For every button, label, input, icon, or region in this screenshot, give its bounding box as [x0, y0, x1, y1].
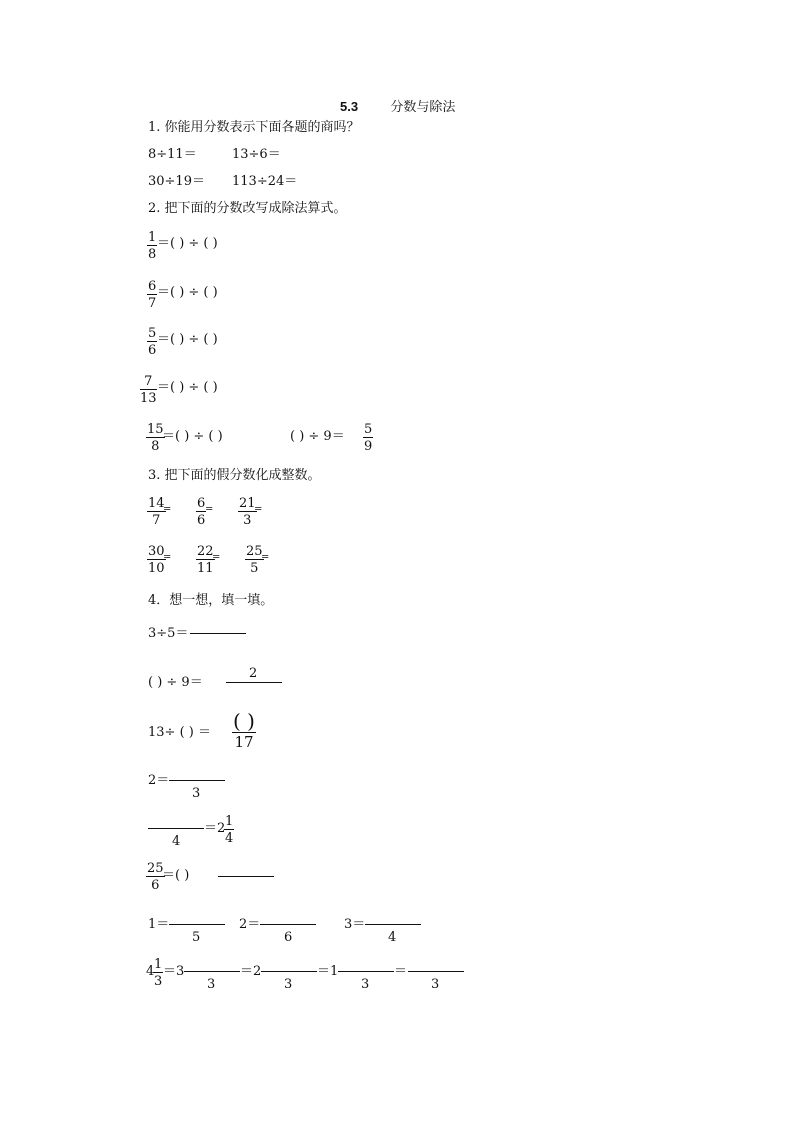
q2-division-expression: ( ) ÷ 9＝: [290, 429, 345, 444]
section-title: 分数与除法: [390, 100, 456, 115]
q2-division-expression: ＝( ) ÷ ( ): [162, 429, 223, 444]
q4-expression: 1＝: [148, 917, 170, 932]
q3-equals: =: [163, 504, 172, 515]
q1-prompt: 1. 你能用分数表示下面各题的商吗？: [148, 120, 360, 135]
q4-denominator: 4: [172, 834, 181, 849]
q4-expression: 2＝: [148, 773, 170, 788]
section-number: 5.3: [340, 99, 359, 114]
q3-fraction: 14 7: [148, 496, 165, 528]
q3-equals: =: [212, 552, 221, 563]
q1-item: 113÷24＝: [232, 174, 298, 189]
q4-denominator: 6: [284, 930, 293, 945]
answer-blank[interactable]: [184, 971, 240, 972]
q1-item: 8÷11＝: [148, 147, 197, 162]
q3-fraction: 6 6: [197, 496, 206, 528]
q4-denominator: 3: [361, 977, 370, 992]
q4-denominator: 3: [207, 977, 216, 992]
q2-fraction: 1 8: [148, 230, 157, 262]
answer-blank[interactable]: [218, 876, 274, 877]
answer-blank[interactable]: [226, 682, 282, 683]
q3-equals: =: [261, 552, 270, 563]
q4-expression: 3÷5＝: [148, 626, 189, 641]
answer-blank[interactable]: [260, 924, 316, 925]
q4-expression: ＝2: [204, 821, 226, 836]
q4-expression: ＝3: [163, 964, 185, 979]
answer-blank[interactable]: [169, 780, 225, 781]
answer-blank[interactable]: [338, 971, 394, 972]
q2-fraction: 15 8: [147, 422, 164, 454]
q4-expression: ＝: [394, 964, 408, 979]
q3-equals: =: [205, 504, 214, 515]
q4-denominator: 3: [284, 977, 293, 992]
q2-prompt: 2. 把下面的分数改写成除法算式。: [148, 201, 347, 216]
q4-denominator: 5: [192, 930, 201, 945]
q3-prompt: 3. 把下面的假分数化成整数。: [148, 468, 321, 483]
q4-expression: ＝1: [317, 964, 339, 979]
q2-division-expression: ＝( ) ÷ ( ): [157, 380, 218, 395]
answer-blank[interactable]: [261, 971, 317, 972]
q4-expression: 3＝: [344, 917, 366, 932]
worksheet-title: [340, 100, 455, 114]
q4-whole-part: 4: [146, 964, 155, 979]
q3-equals: =: [163, 552, 172, 563]
q2-division-expression: ＝( ) ÷ ( ): [157, 236, 218, 251]
q4-expression: 2＝: [239, 917, 261, 932]
q4-expression: ＝2: [240, 964, 262, 979]
q4-expression: ＝( ): [162, 868, 190, 883]
q4-prompt: 4．想一想，填一填。: [148, 593, 274, 608]
answer-blank[interactable]: [190, 633, 246, 634]
q2-division-expression: ＝( ) ÷ ( ): [157, 285, 218, 300]
q4-fraction: 1 3: [154, 957, 163, 989]
q2-fraction: 6 7: [148, 279, 157, 311]
q3-fraction: 22 11: [197, 544, 214, 576]
answer-blank[interactable]: [148, 828, 204, 829]
q4-fraction: ( ) 17: [233, 709, 255, 751]
q4-fraction: 1 4: [225, 814, 234, 846]
q2-fraction: 7 13: [140, 374, 157, 406]
q2-result-fraction: 5 9: [364, 422, 373, 454]
q2-fraction: 5 6: [148, 326, 157, 358]
q3-fraction: 25 5: [246, 544, 263, 576]
answer-blank[interactable]: [169, 924, 225, 925]
q1-item: 30÷19＝: [148, 174, 205, 189]
q3-equals: =: [254, 504, 263, 515]
answer-blank[interactable]: [408, 971, 464, 972]
answer-blank[interactable]: [365, 924, 421, 925]
q4-fraction: 25 6: [147, 861, 164, 893]
q4-expression: 13÷ ( ) ＝: [148, 725, 211, 740]
q4-expression: ( ) ÷ 9＝: [148, 675, 203, 690]
q2-division-expression: ＝( ) ÷ ( ): [157, 332, 218, 347]
q1-item: 13÷6＝: [232, 147, 281, 162]
q4-denominator: 3: [192, 786, 201, 801]
q3-fraction: 21 3: [239, 496, 256, 528]
q4-denominator: 4: [388, 930, 397, 945]
q4-denominator: 3: [431, 977, 440, 992]
q3-fraction: 30 10: [148, 544, 165, 576]
q4-numerator: 2: [249, 666, 258, 681]
